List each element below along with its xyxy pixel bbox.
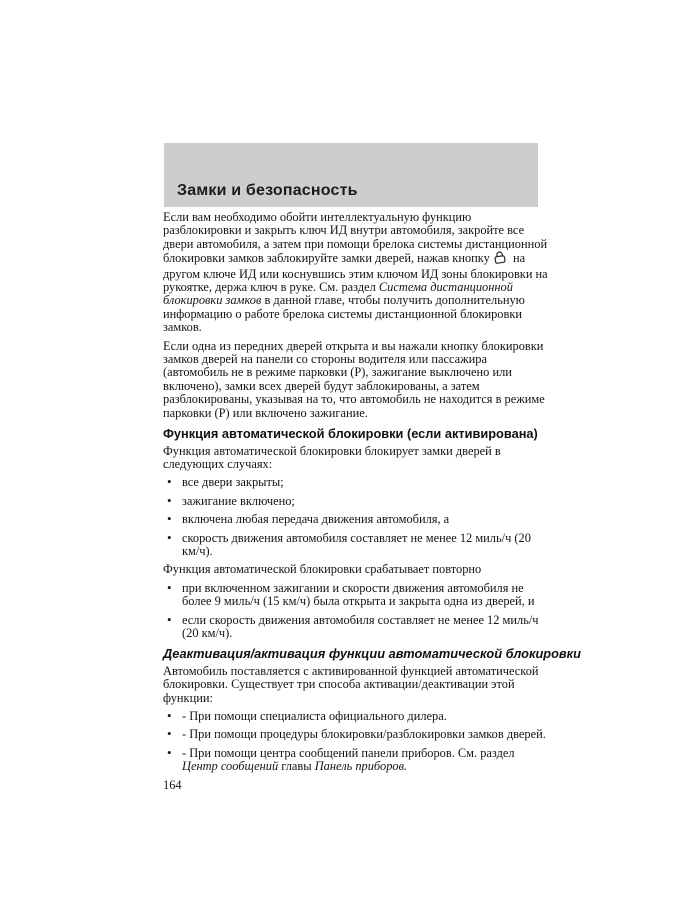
list-item: • если скорость движения автомобиля составляет не менее 12 миль/ч (20 км/ч). bbox=[163, 614, 549, 641]
chapter-banner bbox=[164, 143, 538, 207]
list-item: • при включенном зажигании и скорости движения автомобиля не более 9 миль/ч (15 км/ч) была открыта и закрыта одна из дверей, и bbox=[163, 582, 549, 609]
list-item: • - При помощи процедуры блокировки/разблокировки замков дверей. bbox=[163, 728, 549, 741]
list-item: • скорость движения автомобиля составляет не менее 12 миль/ч (20 км/ч). bbox=[163, 532, 549, 559]
list-item: • - При помощи специалиста официального дилера. bbox=[163, 710, 549, 723]
deactivation-lead: Автомобиль поставляется с активированной функцией автоматической блокировки. Существует три способа активации/деактивации этой функции: bbox=[163, 663, 539, 705]
deactivation-methods-list bbox=[163, 710, 549, 774]
mc-crossref-italic-2: Панель приборов. bbox=[314, 759, 408, 774]
autolock-lead: Функция автоматической блокировки блокирует замки дверей в следующих случаях: bbox=[163, 443, 501, 471]
p1-text-a: Если вам необходимо обойти интеллектуальную функцию разблокировки и закрыть ключ ИД внутри автомобиля, закройте все двери автомобиля, а затем при помощи брелока системы дистанционной блокировки замков заблокируйте замки дверей, нажав кнопку bbox=[163, 210, 548, 266]
autolock-relock-lead: Функция автоматической блокировки срабатывает повторно bbox=[163, 562, 482, 577]
page-number: 164 bbox=[163, 777, 182, 792]
chapter-title: Замки и безопасность bbox=[177, 182, 358, 199]
paragraph-front-door-lock: Если одна из передних дверей открыта и вы нажали кнопку блокировки замков дверей на панели со стороны водителя или пассажира (автомобиль не в режиме парковки (P), зажигание выключено или включено), замки всех дверей будут заблокированы, а затем разблокированы, указывая на то, что автомобиль не находится в режиме парковки (P) или включено зажигание. bbox=[163, 338, 545, 420]
mc-text-a: - При помощи центра сообщений панели приборов. См. раздел bbox=[182, 745, 515, 760]
mc-text-b: главы bbox=[281, 759, 312, 774]
autolock-relock-list bbox=[163, 582, 549, 641]
lock-icon bbox=[493, 250, 508, 268]
autolock-section-heading: Функция автоматической блокировки (если активирована) bbox=[163, 426, 538, 442]
page-content bbox=[163, 210, 581, 792]
deactivation-section-heading: Деактивация/активация функции автоматической блокировки bbox=[163, 646, 581, 662]
p1-crossref-italic: Система дистанционной блокировки замков bbox=[163, 280, 513, 308]
paragraph-smart-unlock-bypass bbox=[163, 211, 549, 335]
list-item: • включена любая передача движения автомобиля, а bbox=[163, 513, 549, 526]
p1-text-c: в данной главе, чтобы получить дополнительную информацию о работе брелока системы дистанционной блокировки замков. bbox=[163, 293, 525, 335]
mc-crossref-italic-1: Центр сообщений bbox=[182, 759, 279, 774]
list-item-message-center bbox=[163, 747, 549, 774]
p1-text-b: на другом ключе ИД или коснувшись этим ключом ИД зоны блокировки на рукоятке, держа ключ в руке. См. раздел bbox=[163, 251, 548, 295]
list-item: • все двери закрыты; bbox=[163, 476, 549, 489]
list-item: • зажигание включено; bbox=[163, 495, 549, 508]
autolock-conditions-list bbox=[163, 476, 549, 558]
